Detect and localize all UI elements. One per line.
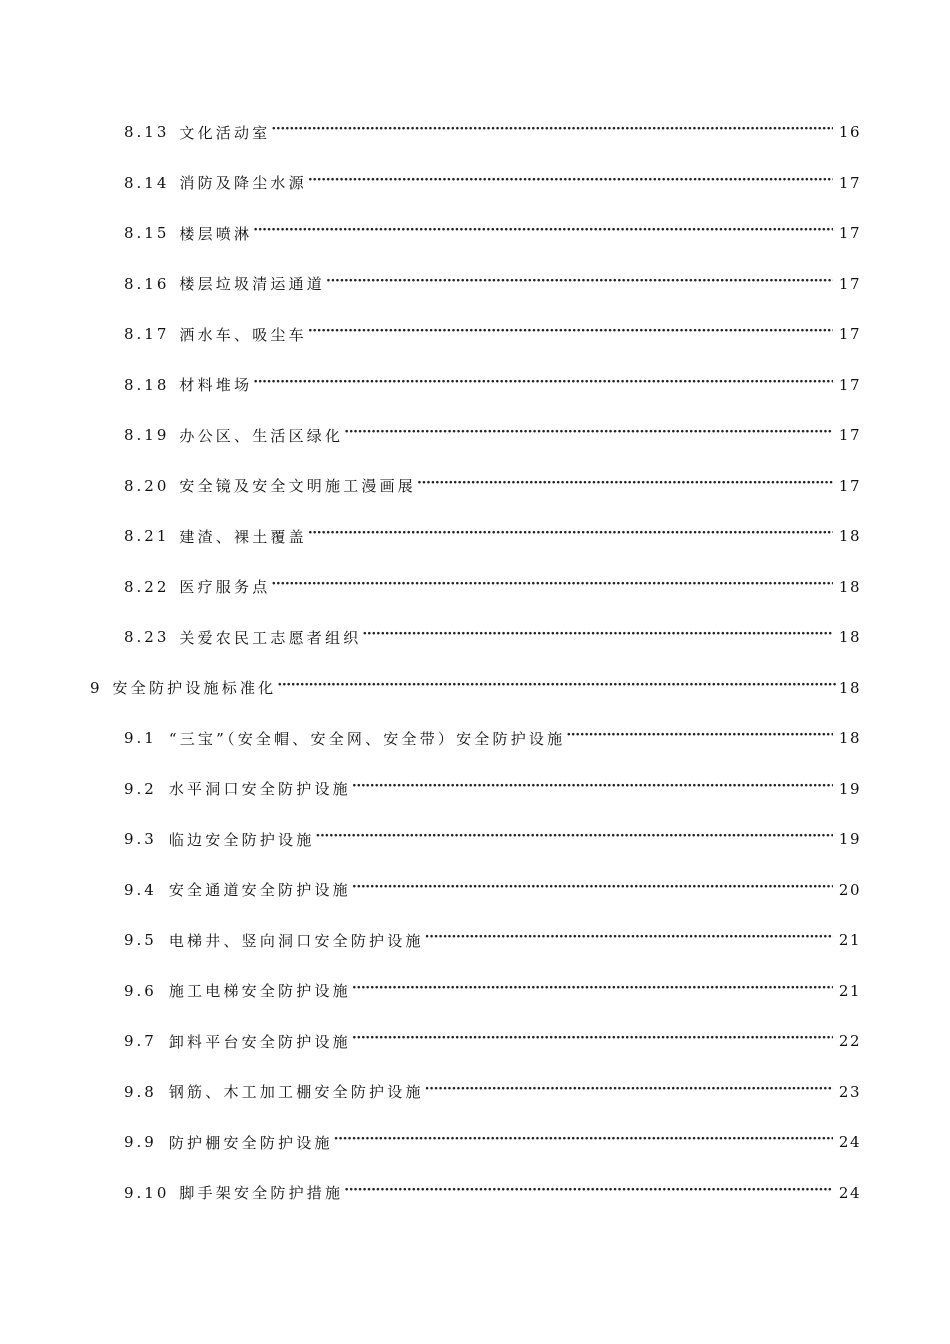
toc-entry-page-number: 21 <box>838 931 861 949</box>
dot-leader <box>308 170 833 196</box>
dot-leader <box>253 220 833 246</box>
toc-entry-page-number: 18 <box>838 577 861 596</box>
toc-entry-page-number: 16 <box>838 123 861 141</box>
toc-section-entry[interactable] <box>124 1180 861 1206</box>
toc-entry-title: 脚手架安全防护措施 <box>179 1184 344 1202</box>
dot-leader <box>352 776 833 802</box>
dot-leader <box>352 877 833 903</box>
toc-entry-title: 洒水车、吸尘车 <box>179 325 307 344</box>
toc-section-entry[interactable] <box>124 271 861 297</box>
toc-section-entry[interactable] <box>124 877 861 903</box>
dot-leader <box>425 1079 833 1105</box>
toc-section-entry[interactable] <box>124 776 861 802</box>
dot-leader <box>253 372 833 398</box>
toc-entry-number: 8.19 <box>124 426 170 444</box>
toc-entry-title: 医疗服务点 <box>179 578 271 596</box>
toc-entry-page-number: 24 <box>838 1183 861 1202</box>
toc-section-entry[interactable] <box>124 574 861 600</box>
toc-entry-number: 8.14 <box>124 173 170 192</box>
toc-entry-page-number: 24 <box>838 1133 861 1151</box>
toc-section-entry[interactable] <box>124 170 861 196</box>
toc-entry-number: 9.5 <box>124 931 157 949</box>
toc-entry-title: 安全镜及安全文明施工漫画展 <box>179 477 417 495</box>
toc-entry-number: 8.22 <box>124 577 170 596</box>
toc-section-entry[interactable] <box>124 927 861 953</box>
dot-leader <box>425 927 833 953</box>
toc-section-entry[interactable] <box>124 523 861 549</box>
toc-entry-page-number: 17 <box>838 173 861 192</box>
toc-entry-title: 关爱农民工志愿者组织 <box>179 628 362 647</box>
toc-entry-title: 楼层垃圾清运通道 <box>179 275 326 293</box>
toc-entry-title: 建渣、裸土覆盖 <box>179 527 307 546</box>
toc-entry-page-number: 18 <box>838 628 861 646</box>
toc-section-entry[interactable] <box>124 978 861 1004</box>
toc-entry-title: 安全防护设施标准化 <box>112 679 277 697</box>
dot-leader <box>277 675 837 701</box>
toc-entry-number: 8.15 <box>124 224 170 242</box>
toc-entry-number: 8.23 <box>124 628 170 646</box>
toc-entry-number: 8.21 <box>124 527 170 545</box>
toc-entry-number: 9.6 <box>124 981 157 1000</box>
toc-section-entry[interactable] <box>124 624 861 650</box>
toc-entry-title: 临边安全防护设施 <box>168 830 315 849</box>
toc-entry-number: 8.13 <box>124 123 170 141</box>
dot-leader <box>417 473 833 499</box>
dot-leader <box>362 624 832 650</box>
toc-entry-page-number: 23 <box>838 1082 861 1101</box>
toc-section-entry[interactable] <box>124 473 861 499</box>
dot-leader <box>308 321 833 347</box>
toc-entry-number: 9.3 <box>124 830 157 848</box>
toc-entry-page-number: 18 <box>838 678 861 697</box>
toc-entry-title: 防护棚安全防护设施 <box>168 1133 333 1152</box>
toc-entry-title: 水平洞口安全防护设施 <box>168 780 351 798</box>
toc-entry-page-number: 17 <box>838 224 861 242</box>
toc-section-entry[interactable] <box>124 372 861 398</box>
toc-section-entry[interactable] <box>124 119 861 145</box>
toc-entry-number: 9 <box>90 678 103 697</box>
dot-leader <box>352 1028 833 1054</box>
toc-entry-page-number: 17 <box>838 375 861 394</box>
dot-leader <box>334 1129 833 1155</box>
dot-leader <box>271 574 832 600</box>
toc-entry-title: 施工电梯安全防护设施 <box>168 982 351 1000</box>
toc-section-entry[interactable] <box>124 1028 861 1054</box>
toc-entry-page-number: 17 <box>838 325 861 343</box>
toc-entry-title: “三宝”（安全帽、安全网、安全带）安全防护设施 <box>168 729 566 748</box>
dot-leader <box>308 523 833 549</box>
toc-entry-page-number: 20 <box>838 880 861 899</box>
toc-entry-number: 8.20 <box>124 476 170 495</box>
toc-entry-number: 8.18 <box>124 375 170 394</box>
toc-entry-number: 9.9 <box>124 1133 157 1151</box>
toc-section-entry[interactable] <box>124 321 861 347</box>
toc-entry-page-number: 18 <box>838 527 861 545</box>
toc-chapter-entry[interactable] <box>90 675 861 701</box>
dot-leader <box>566 725 833 751</box>
toc-entry-number: 8.17 <box>124 325 170 343</box>
toc-section-entry[interactable] <box>124 1079 861 1105</box>
dot-leader <box>315 826 832 852</box>
toc-section-entry[interactable] <box>124 725 861 751</box>
toc-section-entry[interactable] <box>124 220 861 246</box>
toc-entry-number: 9.10 <box>124 1183 170 1202</box>
toc-entry-page-number: 17 <box>838 476 861 495</box>
dot-leader <box>326 271 833 297</box>
toc-entry-number: 9.2 <box>124 779 157 798</box>
toc-entry-number: 8.16 <box>124 274 170 293</box>
toc-entry-number: 9.8 <box>124 1082 157 1101</box>
toc-entry-title: 卸料平台安全防护设施 <box>168 1032 351 1051</box>
toc-entry-title: 办公区、生活区绿化 <box>179 426 344 445</box>
toc-entry-page-number: 17 <box>838 274 861 293</box>
toc-section-entry[interactable] <box>124 422 861 448</box>
toc-entry-title: 楼层喷淋 <box>179 224 253 243</box>
dot-leader <box>271 119 832 145</box>
toc-entry-page-number: 19 <box>838 779 861 798</box>
toc-entry-title: 钢筋、木工加工棚安全防护设施 <box>168 1083 424 1101</box>
dot-leader <box>344 422 833 448</box>
toc-entry-title: 文化活动室 <box>179 123 271 142</box>
dot-leader <box>344 1180 833 1206</box>
toc-entry-page-number: 22 <box>838 1032 861 1050</box>
toc-entry-number: 9.7 <box>124 1032 157 1050</box>
toc-entry-page-number: 21 <box>838 981 861 1000</box>
dot-leader <box>352 978 833 1004</box>
toc-entry-title: 安全通道安全防护设施 <box>168 881 351 899</box>
toc-entry-page-number: 19 <box>838 830 861 848</box>
toc-entry-page-number: 18 <box>838 729 861 747</box>
toc-entry-title: 材料堆场 <box>179 376 253 394</box>
toc-entry-title: 消防及降尘水源 <box>179 174 307 192</box>
toc-entry-title: 电梯井、竖向洞口安全防护设施 <box>168 931 424 950</box>
toc-section-entry[interactable] <box>124 1129 861 1155</box>
toc-entry-number: 9.4 <box>124 880 157 899</box>
toc-section-entry[interactable] <box>124 826 861 852</box>
toc-entry-number: 9.1 <box>124 729 157 747</box>
toc-entry-page-number: 17 <box>838 426 861 444</box>
